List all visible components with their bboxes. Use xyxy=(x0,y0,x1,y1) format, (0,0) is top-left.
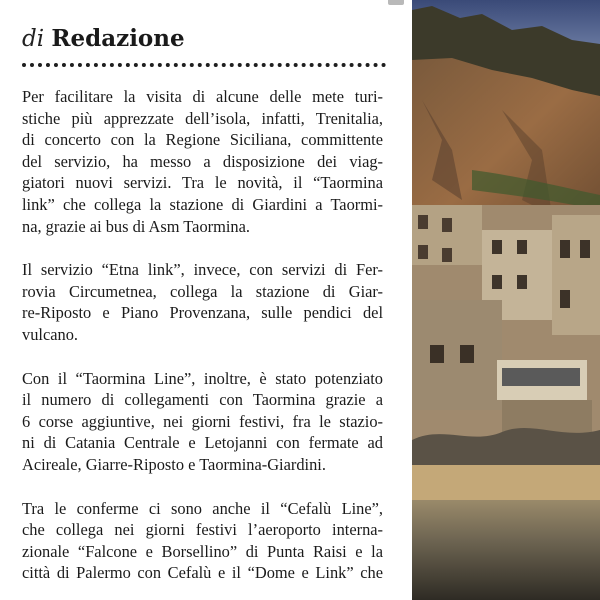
text-line: link” che collega la stazione di Giardini a Taormi- xyxy=(22,194,383,214)
text-line: città di Palermo con Cefalù e il “Dome e Link” che xyxy=(22,563,383,583)
text-line: di concerto con la Regione Siciliana, committente xyxy=(22,130,383,150)
scrollbar-thumb[interactable] xyxy=(388,0,404,5)
author-byline xyxy=(22,20,185,58)
article-photo-cefalu xyxy=(412,0,600,600)
text-line: del servizio, ha messo a disposizione dei viag- xyxy=(22,151,383,171)
text-line: Tra le conferme ci sono anche il “Cefalù Line”, xyxy=(22,498,383,518)
text-line: vulcano. xyxy=(22,324,78,344)
text-line: giatori nuovi servizi. Tra le novità, il “Taormina xyxy=(22,173,383,193)
text-line: ni di Catania Centrale e Letojanni con fermate ad xyxy=(22,433,383,453)
text-line: na, grazie ai bus di Asm Taormina. xyxy=(22,216,250,236)
text-line: rovia Circumetnea, collega la stazione di Giar- xyxy=(22,281,383,301)
text-line: re-Riposto e Piano Provenzana, sulle pendici del xyxy=(22,303,383,323)
paragraph xyxy=(22,368,383,476)
text-line: Il servizio “Etna link”, invece, con servizi di Fer- xyxy=(22,260,383,280)
text-line: stiche più apprezzate dell’isola, infatti, Trenitalia, xyxy=(22,108,383,128)
text-line: che collega nei giorni festivi l’aeroporto interna- xyxy=(22,520,383,540)
text-line: Acireale, Giarre-Riposto e Taormina-Giardini. xyxy=(22,454,326,474)
byline-author[interactable]: Redazione xyxy=(51,25,185,52)
paragraph xyxy=(22,86,383,237)
article-body xyxy=(22,86,383,600)
text-line: Per facilitare la visita di alcune delle mete turi- xyxy=(22,87,383,106)
paragraph xyxy=(22,259,383,345)
text-line: zionale “Falcone e Borsellino” di Punta Raisi e la xyxy=(22,541,383,561)
dotted-divider xyxy=(22,63,386,67)
byline-prefix: di xyxy=(22,26,45,52)
text-line: il numero di collegamenti con Taormina grazie a xyxy=(22,390,383,410)
text-line: Con il “Taormina Line”, inoltre, è stato potenziato xyxy=(22,368,383,388)
paragraph xyxy=(22,498,383,584)
text-line: 6 corse aggiuntive, nei giorni festivi, fra le stazio- xyxy=(22,411,383,431)
